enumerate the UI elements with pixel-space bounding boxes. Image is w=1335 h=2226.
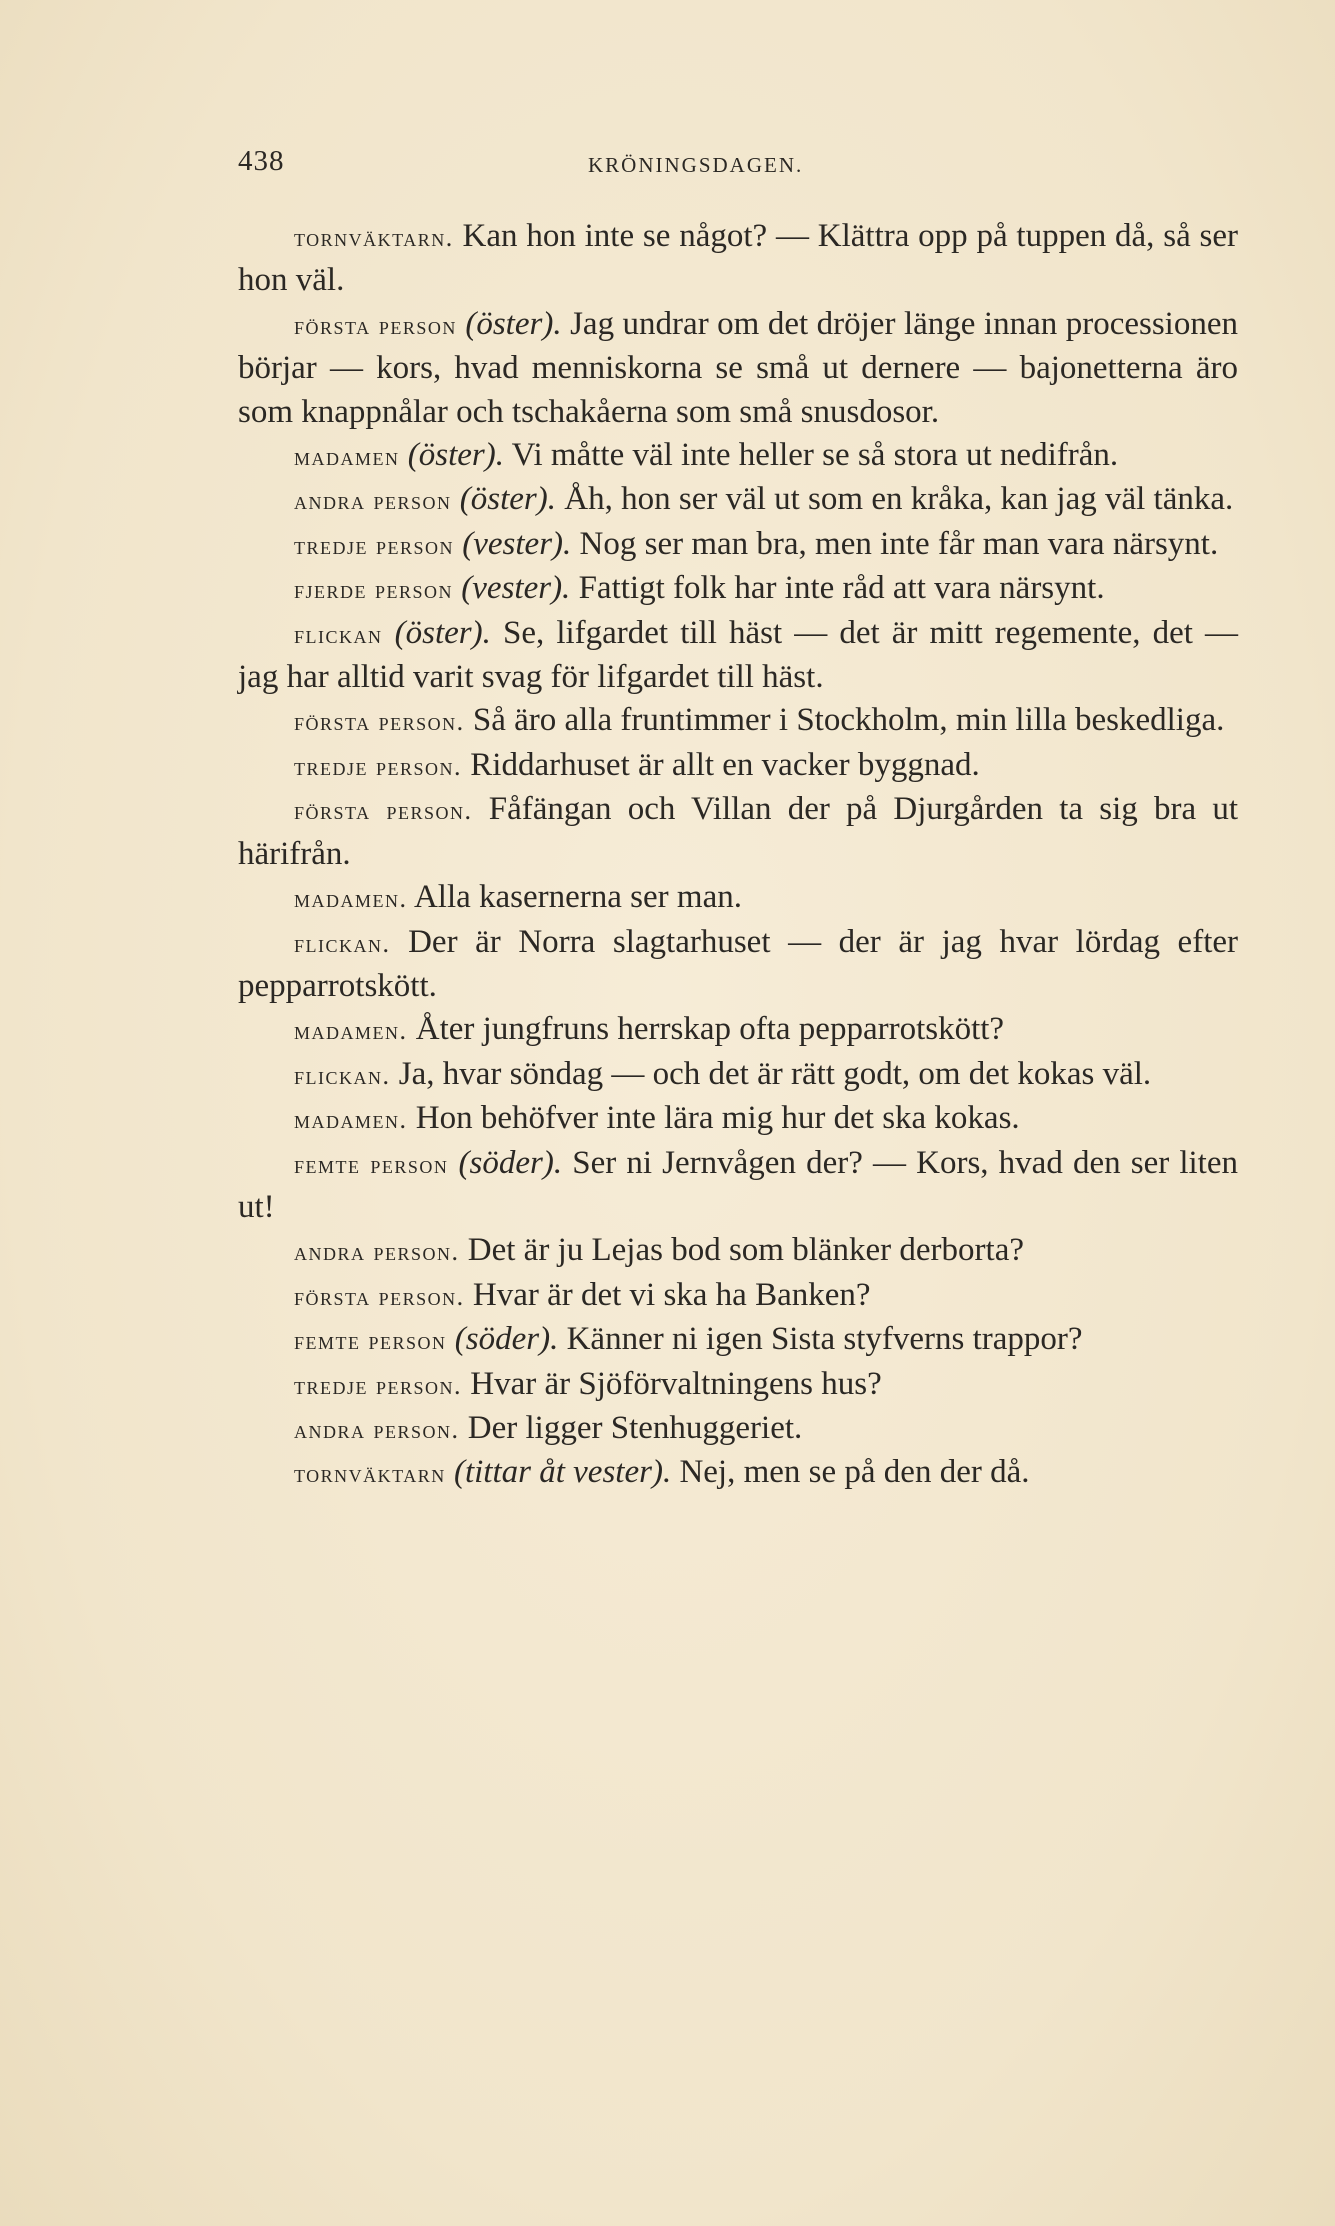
dialogue-line xyxy=(238,523,1238,567)
line-text: Hvar är Sjöförvaltningens hus? xyxy=(470,1365,882,1402)
speaker-name: femte person xyxy=(294,1149,449,1179)
dialogue-line xyxy=(238,699,1238,743)
speaker-name: första person. xyxy=(294,796,473,826)
line-text: Der ligger Stenhuggeriet. xyxy=(467,1409,803,1446)
line-text: Ja, hvar söndag — och det är rätt godt, om det kokas väl. xyxy=(398,1055,1152,1092)
dialogue-line xyxy=(238,744,1238,788)
dialogue-line xyxy=(238,612,1238,700)
line-text: Der är Norra slagtarhuset — der är jag hvar lördag efter pepparrotskött. xyxy=(238,923,1238,1004)
stage-direction: (öster). xyxy=(465,305,562,342)
speaker-name: tredje person xyxy=(294,530,455,560)
stage-direction: (öster). xyxy=(407,437,504,474)
speaker-name: fjerde person xyxy=(294,575,454,605)
line-text: Hon behöfver inte lära mig hur det ska kokas. xyxy=(415,1100,1020,1137)
dialogue-line xyxy=(238,1229,1238,1273)
dialogue-line xyxy=(238,1363,1238,1407)
page-number: 438 xyxy=(238,145,285,177)
dialogue-line xyxy=(238,876,1238,920)
speaker-name: flickan. xyxy=(294,1060,391,1090)
speaker-name: madamen. xyxy=(294,1016,408,1046)
dialogue-line xyxy=(238,1318,1238,1362)
dialogue-line xyxy=(238,1053,1238,1097)
line-text: Vi måtte väl inte heller se så stora ut nedifrån. xyxy=(511,437,1119,474)
line-text: Se, lifgardet till häst — det är mitt regemente, det — jag har alltid varit svag för lifgardet till häst. xyxy=(238,614,1239,696)
dialogue-line xyxy=(238,1097,1238,1141)
dialogue-line xyxy=(238,434,1238,478)
dialogue-text xyxy=(238,215,1238,1496)
line-text: Nog ser man bra, men inte får man vara närsynt. xyxy=(579,525,1219,562)
line-text: Det är ju Lejas bod som blänker derborta? xyxy=(467,1232,1024,1269)
speaker-name: flickan. xyxy=(294,928,391,958)
line-text: Ser ni Jernvågen der? — Kors, hvad den ser liten ut! xyxy=(238,1144,1238,1225)
stage-direction: (söder). xyxy=(454,1321,559,1358)
speaker-name: tredje person. xyxy=(294,1370,463,1400)
dialogue-line xyxy=(238,788,1238,876)
speaker-name: första person. xyxy=(294,1281,465,1311)
line-text: Så äro alla fruntimmer i Stockholm, min lilla beskedliga. xyxy=(472,702,1225,739)
line-text: Nej, men se på den der då. xyxy=(679,1454,1030,1491)
dialogue-line xyxy=(238,1142,1238,1230)
stage-direction: (söder). xyxy=(458,1144,563,1181)
page-header xyxy=(238,145,1238,185)
dialogue-line xyxy=(238,1451,1238,1495)
speaker-name: tornväktarn. xyxy=(294,223,454,252)
line-text: Riddarhuset är allt en vacker byggnad. xyxy=(470,746,980,783)
line-text: Fåfängan och Villan der på Djurgården ta sig bra ut härifrån. xyxy=(238,791,1238,872)
dialogue-line xyxy=(238,1407,1238,1451)
line-text: Alla kasernerna ser man. xyxy=(413,879,742,916)
running-title: KRÖNINGSDAGEN. xyxy=(588,153,804,177)
speaker-name: första person. xyxy=(294,707,465,737)
line-text: Kan hon inte se något? — Klättra opp på tuppen då, så ser hon väl. xyxy=(238,218,1238,299)
speaker-name: andra person xyxy=(294,486,452,516)
speaker-name: madamen. xyxy=(294,1105,408,1135)
stage-direction: (tittar åt vester). xyxy=(453,1454,672,1491)
speaker-name: madamen. xyxy=(294,884,408,914)
stage-direction: (öster). xyxy=(459,481,557,518)
dialogue-line xyxy=(238,478,1238,522)
speaker-name: flickan xyxy=(294,619,383,649)
line-text: Känner ni igen Sista styfverns trappor? xyxy=(566,1321,1083,1358)
dialogue-line xyxy=(238,303,1238,434)
dialogue-line xyxy=(238,215,1238,303)
dialogue-line xyxy=(238,567,1238,611)
line-text: Fattigt folk har inte råd att vara närsynt. xyxy=(578,570,1105,607)
speaker-name: första person xyxy=(294,310,457,340)
stage-direction: (vester). xyxy=(461,570,571,607)
speaker-name: madamen xyxy=(294,442,400,472)
stage-direction: (öster). xyxy=(394,614,491,651)
speaker-name: tredje person. xyxy=(294,751,463,781)
dialogue-line xyxy=(238,1008,1238,1052)
stage-direction: (vester). xyxy=(462,525,572,562)
dialogue-line xyxy=(238,1274,1238,1318)
speaker-name: andra person. xyxy=(294,1414,460,1444)
line-text: Jag undrar om det dröjer länge innan processionen börjar — kors, hvad menniskorna se små ut dernere — bajonetterna äro som knappnålar och tschakåerna som små snusdosor. xyxy=(238,305,1238,430)
line-text: Åh, hon ser väl ut som en kråka, kan jag väl tänka. xyxy=(564,481,1234,518)
speaker-name: andra person. xyxy=(294,1237,460,1267)
speaker-name: tornväktarn xyxy=(294,1459,446,1489)
line-text: Hvar är det vi ska ha Banken? xyxy=(472,1276,871,1313)
line-text: Åter jungfruns herrskap ofta pepparrotskött? xyxy=(415,1011,1005,1048)
dialogue-line xyxy=(238,921,1238,1009)
speaker-name: femte person xyxy=(294,1326,447,1356)
